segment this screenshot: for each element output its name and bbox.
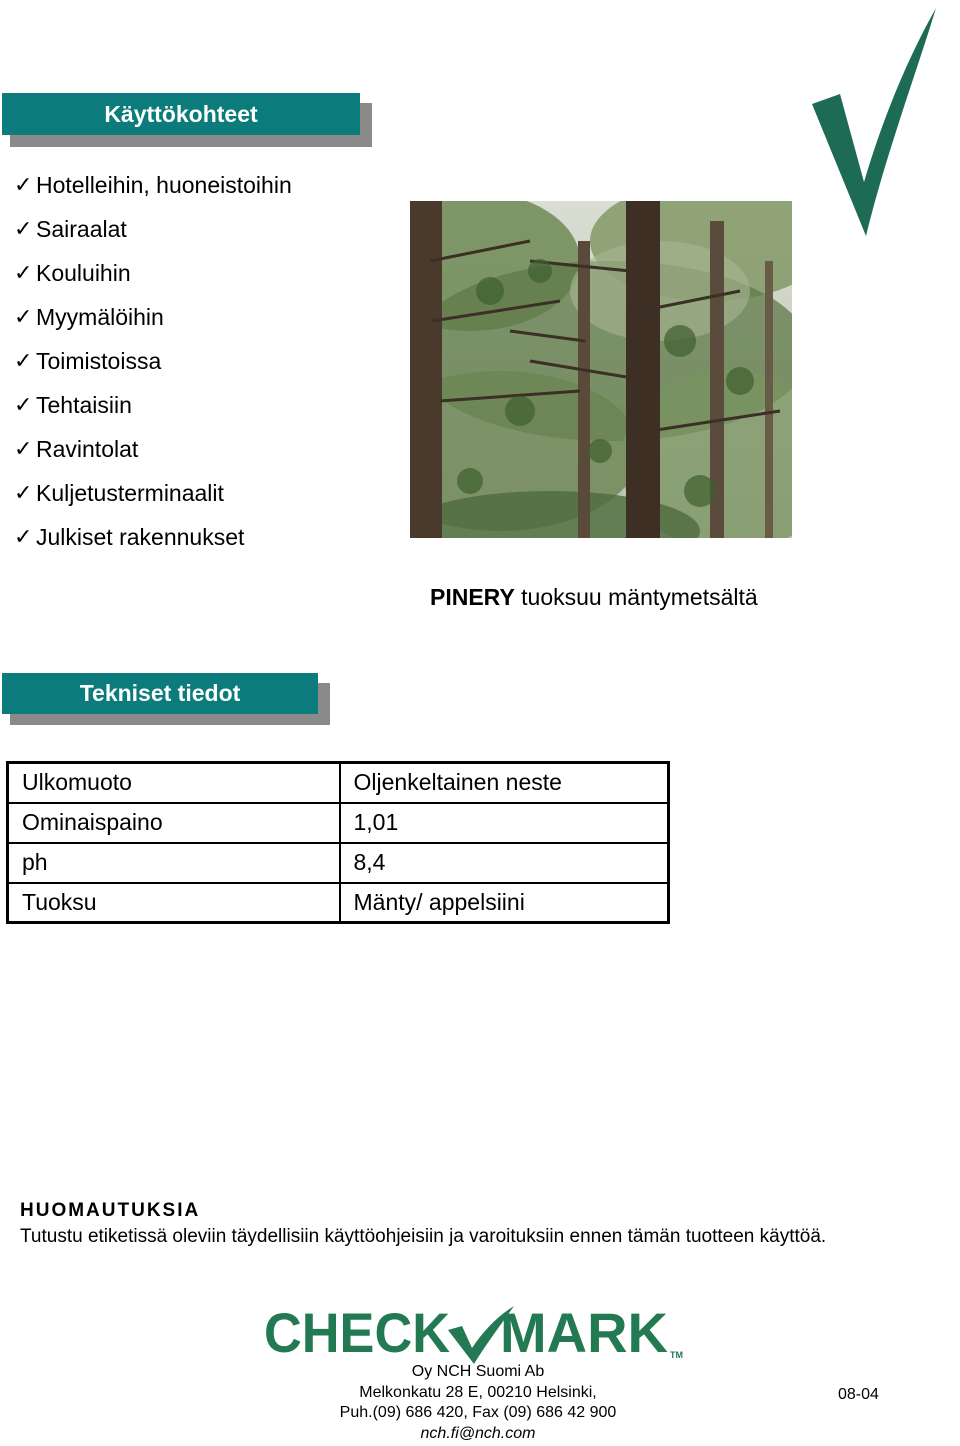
check-icon: ✓ [14,524,33,549]
logo-trademark: TM [670,1350,683,1360]
product-caption [430,584,758,611]
product-name: PINERY [430,584,515,610]
check-icon: ✓ [14,392,33,417]
list-item: ✓ Toimistoissa [14,339,292,383]
list-item: ✓ Kuljetusterminaalit [14,471,292,515]
check-icon: ✓ [14,216,33,241]
check-icon: ✓ [14,348,33,373]
tech-label: Ulkomuoto [8,763,340,803]
table-row [8,803,669,843]
list-item: ✓ Hotelleihin, huoneistoihin [14,163,292,207]
checkmark-brand-logo [262,1300,690,1364]
list-item: ✓ Ravintolat [14,427,292,471]
check-icon: ✓ [14,172,33,197]
notes-text: Tutustu etiketissä oleviin täydellisiin käyttöohjeisiin ja varoituksiin ennen tämän tuotteen käyttöä. [20,1226,827,1247]
pine-forest-photo [410,201,792,538]
check-icon: ✓ [14,260,33,285]
tech-heading: Tekniset tiedot [2,673,318,714]
tech-label: ph [8,843,340,883]
notes-title: HUOMAUTUKSIA [20,1200,201,1221]
checkmark-logo-icon [806,4,940,240]
uses-heading: Käyttökohteet [2,93,360,135]
logo-text-right: MARK [500,1301,668,1364]
list-item: ✓ Tehtaisiin [14,383,292,427]
table-row [8,763,669,803]
table-row [8,883,669,923]
tech-value: 8,4 [340,843,669,883]
table-row [8,843,669,883]
logo-text-left: CHECK [264,1301,450,1364]
list-item: ✓ Myymälöihin [14,295,292,339]
company-name: Oy NCH Suomi Ab [411,1363,545,1380]
company-footer [300,1362,656,1444]
tech-value: 1,01 [340,803,669,843]
document-code: 08-04 [838,1386,879,1403]
check-icon: ✓ [14,436,33,461]
list-item: ✓ Kouluihin [14,251,292,295]
company-email[interactable]: nch.fi@nch.com [420,1424,536,1442]
list-item: ✓ Julkiset rakennukset [14,515,292,559]
list-item: ✓ Sairaalat [14,207,292,251]
check-icon: ✓ [14,304,33,329]
tech-label: Ominaispaino [8,803,340,843]
tech-value: Oljenkeltainen neste [340,763,669,803]
tech-table [6,761,670,924]
company-phone: Puh.(09) 686 420, Fax (09) 686 42 900 [339,1404,617,1421]
uses-list [14,163,292,559]
check-icon: ✓ [14,480,33,505]
tech-value: Mänty/ appelsiini [340,883,669,923]
caption-text: tuoksuu mäntymetsältä [514,584,758,610]
company-address: Melkonkatu 28 E, 00210 Helsinki, [359,1383,597,1401]
tech-label: Tuoksu [8,883,340,923]
